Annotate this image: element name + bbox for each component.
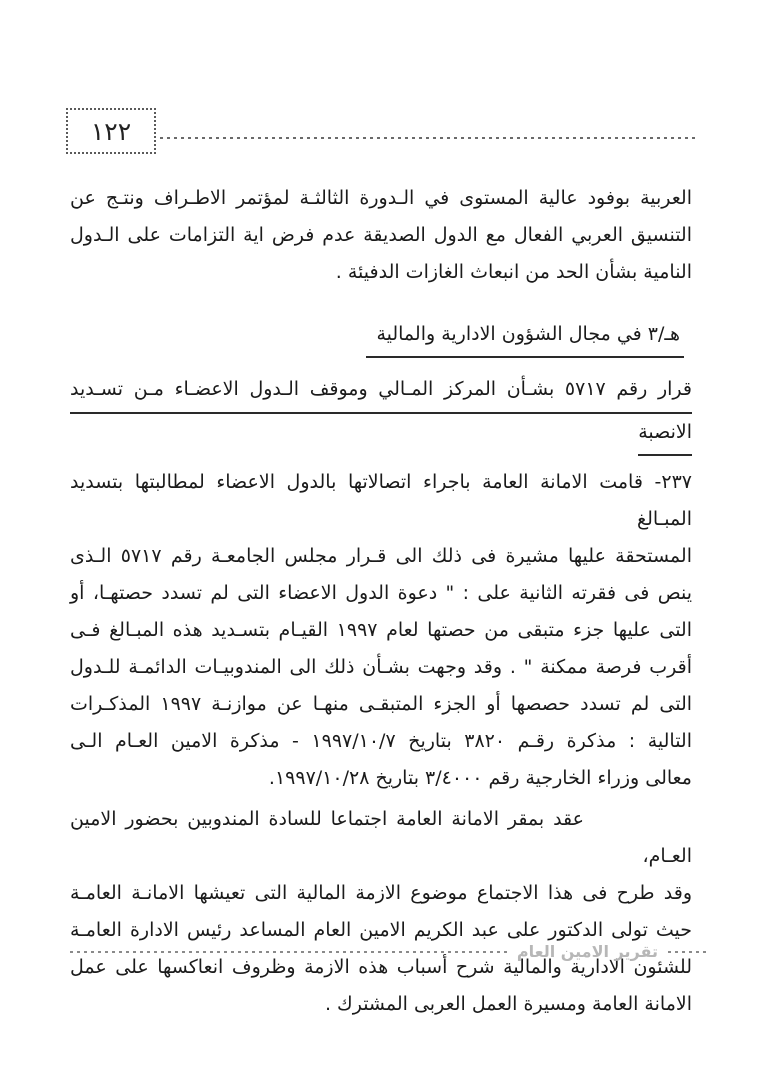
footer-dotted-rule-right	[668, 951, 710, 953]
page-number: ١٢٢	[90, 116, 132, 146]
text-line: التالية : مذكرة رقـم ٣٨٢٠ بتاريخ ١٩٩٧/١٠/٧ - مذكرة الامين العـام الـى	[70, 730, 692, 752]
decision-heading-line2	[70, 414, 692, 456]
meeting-paragraph	[70, 801, 692, 1023]
text-line: حيث تولى الدكتور على عبد الكريم الامين العام المساعد رئيس الادارة العامـة	[70, 919, 692, 941]
text-line: التى لم تسدد حصصها أو الجزء المتبقـى منهـا عن موازنـة ١٩٩٧ المذكـرات	[70, 693, 693, 715]
section-heading	[70, 317, 692, 358]
text-line: معالى وزراء الخارجية رقم ٣/٤٠٠٠ بتاريخ ١٩٩٧/١٠/٢٨.	[268, 767, 692, 789]
intro-paragraph	[70, 180, 692, 291]
text-line: التنسيق العربي الفعال مع الدول الصديقة عدم فرض اية التزامات على الـدول	[70, 224, 692, 246]
text-line: الامانة العامة ومسيرة العمل العربى المشترك .	[324, 993, 692, 1015]
text-line: النامية بشأن الحد من انبعاث الغازات الدفيئة .	[335, 261, 692, 283]
text-line: التى عليها جزء متبقى من حصتها لعام ١٩٩٧ القيـام بتسـديد هذه المبـالغ فـى	[70, 619, 692, 641]
text-line: للشئون الادارية والمالية شرح أسباب هذه الازمة وظروف انعاكسها على عمل	[70, 956, 692, 978]
decision-heading-line2-text: الانصبة	[638, 414, 692, 456]
footer-watermark: تقرير الامين العام	[516, 942, 658, 961]
section-heading-text: هـ/٣ في مجال الشؤون الادارية والمالية	[366, 317, 684, 358]
footer-dotted-rule-left	[70, 951, 507, 953]
header-dotted-rule	[160, 137, 696, 139]
text-line: المستحقة عليها مشيرة فى ذلك الى قـرار مجلس الجامعـة رقم ٥٧١٧ الـذى	[70, 545, 692, 567]
text-block	[70, 180, 692, 1023]
footer	[70, 942, 710, 961]
text-line: وقد طرح فى هذا الاجتماع موضوع الازمة المالية التى تعيشها الامانـة العامـة	[70, 882, 692, 904]
page-number-box	[66, 108, 156, 154]
text-line: العربية بوفود عالية المستوى في الـدورة الثالثـة لمؤتمر الاطـراف ونتـج عن	[70, 187, 692, 209]
paragraph-237	[70, 464, 692, 797]
text-line: عقد بمقر الامانة العامة اجتماعا للسادة المندوبين بحضور الامين العـام،	[70, 808, 692, 867]
text-line: ٢٣٧- قامت الامانة العامة باجراء اتصالاتها بالدول الاعضاء لمطالبتها بتسديد المبـالغ	[70, 471, 692, 530]
text-line: أقرب فرصة ممكنة " . وقد وجهت بشـأن ذلك الى المندوبيـات الدائمـة للـدول	[70, 656, 692, 678]
text-line: ينص فى فقرته الثانية على : " دعوة الدول الاعضاء التى لم تسدد حصتهـا، أو	[70, 582, 692, 604]
decision-heading-line1: قرار رقم ٥٧١٧ بشـأن المركز المـالي وموقف الـدول الاعضـاء مـن تسـديد	[70, 372, 692, 414]
